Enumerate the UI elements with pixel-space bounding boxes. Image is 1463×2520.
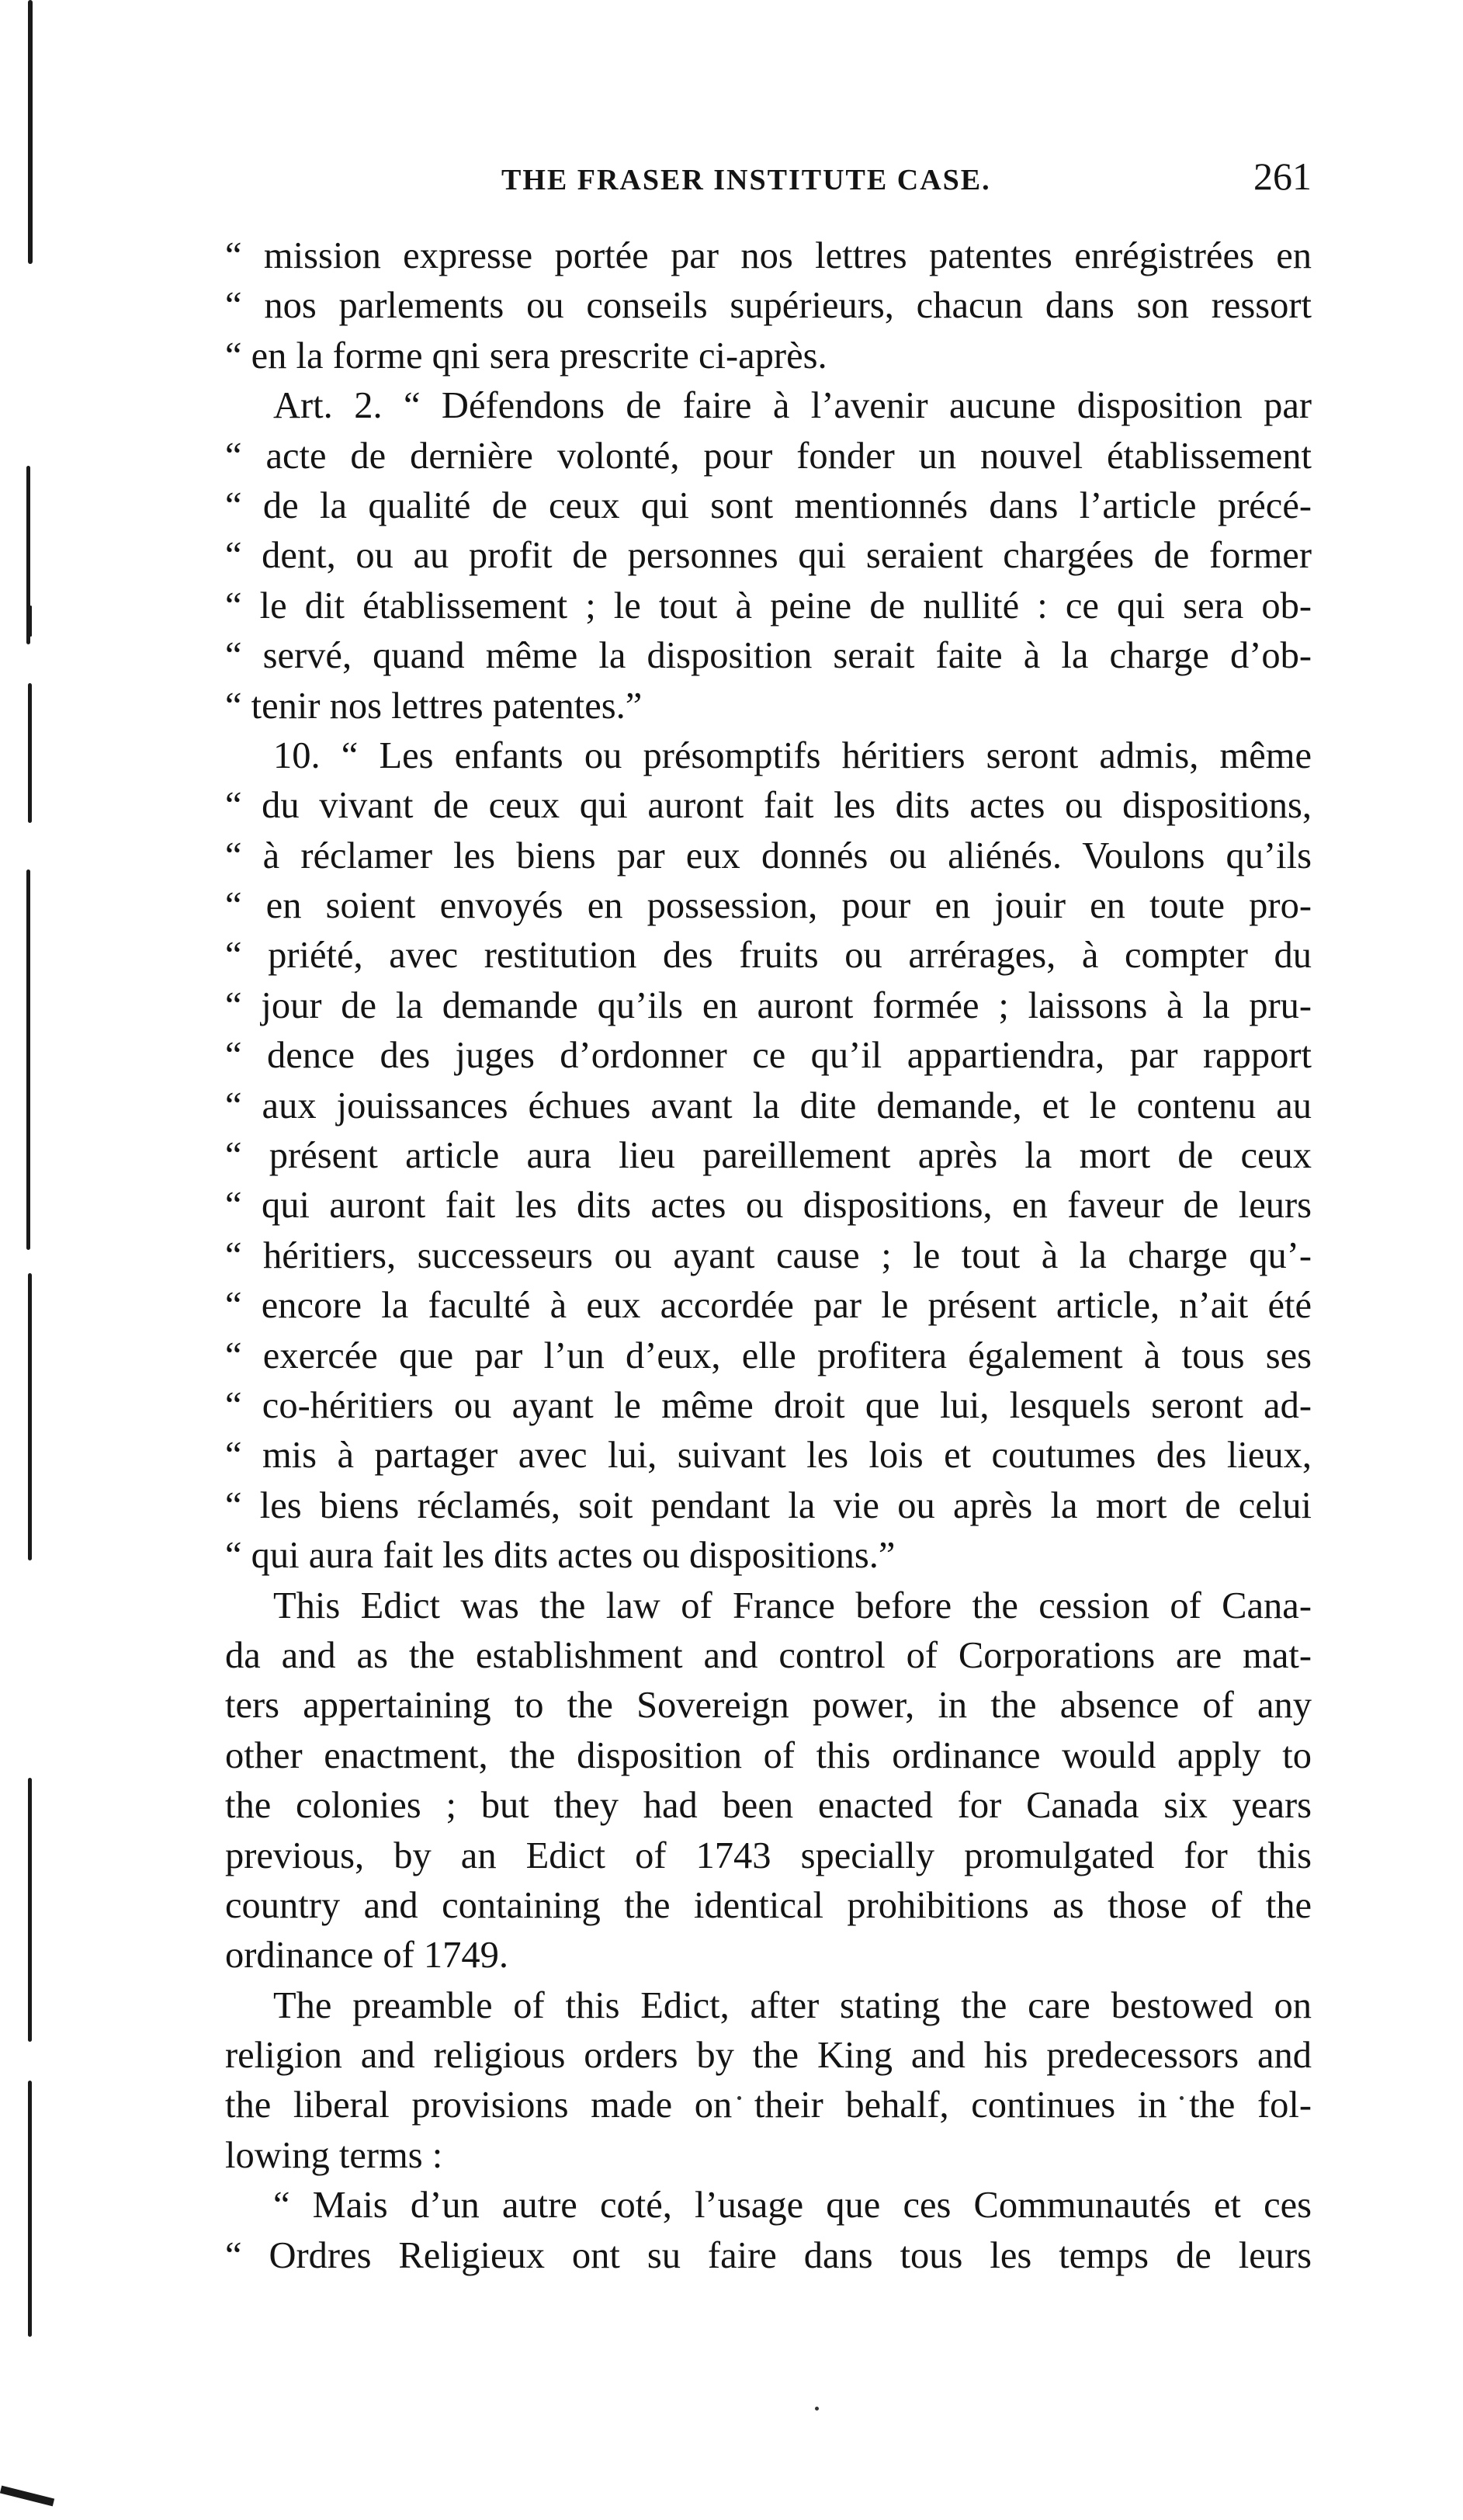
text-line: “ le dit établissement ; le tout à peine de nullité : ce qui sera ob- [225, 585, 1312, 627]
paragraph [225, 1981, 1312, 2182]
text-line: lowing terms : [225, 2134, 443, 2176]
text-line: “ héritiers, successeurs ou ayant cause ; le tout à la charge qu’- [225, 1234, 1312, 1276]
text-line: the colonies ; but they had been enacted for Canada six years [225, 1785, 1312, 1827]
text-line: religion and religious orders by the King and his predecessors and [225, 2035, 1312, 2077]
text-line: 10. “ Les enfants ou présomptifs héritiers seront admis, même [273, 734, 1312, 776]
page-header [225, 148, 1312, 202]
paragraph [225, 1581, 1312, 1981]
text-line: The preamble of this Edict, after stating the care bestowed on [273, 1984, 1312, 2026]
text-line: “ exercée que par l’un d’eux, elle profitera également à tous ses [225, 1335, 1312, 1376]
text-line: “ de la qualité de ceux qui sont mentionnés dans l’article précé- [225, 484, 1312, 526]
text-line: “ les biens réclamés, soit pendant la vie ou après la mort de celui [225, 1484, 1312, 1526]
scan-edge-mark [28, 0, 33, 264]
text-line: country and containing the identical prohibitions as those of the [225, 1884, 1312, 1926]
text-line: “ du vivant de ceux qui auront fait les dits actes ou dispositions, [225, 785, 1312, 827]
scan-edge-mark [29, 606, 32, 637]
scan-edge-mark [0, 2486, 54, 2507]
text-line: “ nos parlements ou conseils supérieurs, chacun dans son ressort [225, 285, 1312, 327]
body-text [225, 231, 1312, 2281]
text-line: “ Mais d’un autre coté, l’usage que ces Communautés et ces [273, 2185, 1312, 2227]
text-line: “ mission expresse portée par nos lettres patentes enrégistrées en [225, 235, 1312, 276]
text-line: previous, by an Edict of 1743 specially promulgated for this [225, 1834, 1312, 1876]
scan-edge-mark [28, 2081, 32, 2337]
paragraph [225, 2181, 1312, 2281]
paragraph [225, 381, 1312, 731]
text-line: This Edict was the law of France before the cession of Cana- [273, 1585, 1312, 1626]
scan-edge-mark [28, 1778, 32, 2042]
text-line: “ acte de dernière volonté, pour fonder un nouvel établissement [225, 435, 1312, 477]
running-head: THE FRASER INSTITUTE CASE. [501, 164, 991, 196]
text-line: “ qui aura fait les dits actes ou dispositions.” [225, 1535, 896, 1577]
text-line: “ dence des juges d’ordonner ce qu’il appartiendra, par rapport [225, 1035, 1312, 1077]
text-line: “ encore la faculté à eux accordée par le présent article, n’ait été [225, 1285, 1312, 1327]
page-number: 261 [1253, 154, 1312, 198]
text-line: ordinance of 1749. [225, 1935, 508, 1977]
text-line: “ en la forme qni sera prescrite ci-après. [225, 335, 827, 377]
text-line: other enactment, the disposition of this ordinance would apply to [225, 1734, 1312, 1776]
text-line: “ tenir nos lettres patentes.” [225, 685, 643, 727]
text-line: “ mis à partager avec lui, suivant les lois et coutumes des lieux, [225, 1435, 1312, 1477]
text-line: “ co-héritiers ou ayant le même droit que lui, lesquels seront ad- [225, 1384, 1312, 1426]
text-line: “ jour de la demande qu’ils en auront formée ; laissons à la pru- [225, 984, 1312, 1026]
text-line: da and as the establishment and control of Corporations are mat- [225, 1634, 1312, 1676]
text-line: “ présent article aura lieu pareillement après la mort de ceux [225, 1135, 1312, 1177]
scan-edge-mark [28, 1273, 32, 1560]
paragraph [225, 731, 1312, 1581]
text-line: the liberal provisions made on their behalf, continues in the fol- [225, 2084, 1312, 2126]
scan-speck [815, 2407, 819, 2411]
text-line: “ Ordres Religieux ont su faire dans tous les temps de leurs [225, 2234, 1312, 2276]
text-line: “ aux jouissances échues avant la dite demande, et le contenu au [225, 1085, 1312, 1126]
scan-edge-mark [26, 870, 30, 1250]
text-line: “ qui auront fait les dits actes ou dispositions, en faveur de leurs [225, 1185, 1312, 1227]
text-line: “ servé, quand même la disposition serait faite à la charge d’ob- [225, 635, 1312, 677]
text-line: “ priété, avec restitution des fruits ou arrérages, à compter du [225, 935, 1312, 977]
text-line: “ à réclamer les biens par eux donnés ou aliénés. Voulons qu’ils [225, 835, 1312, 876]
text-line: Art. 2. “ Défendons de faire à l’avenir aucune disposition par [273, 385, 1312, 427]
scan-edge-mark [28, 683, 32, 823]
text-line: “ dent, ou au profit de personnes qui seraient chargées de former [225, 535, 1312, 577]
paragraph [225, 231, 1312, 381]
text-line: ters appertaining to the Sovereign power, in the absence of any [225, 1685, 1312, 1727]
text-line: “ en soient envoyés en possession, pour en jouir en toute pro- [225, 885, 1312, 927]
